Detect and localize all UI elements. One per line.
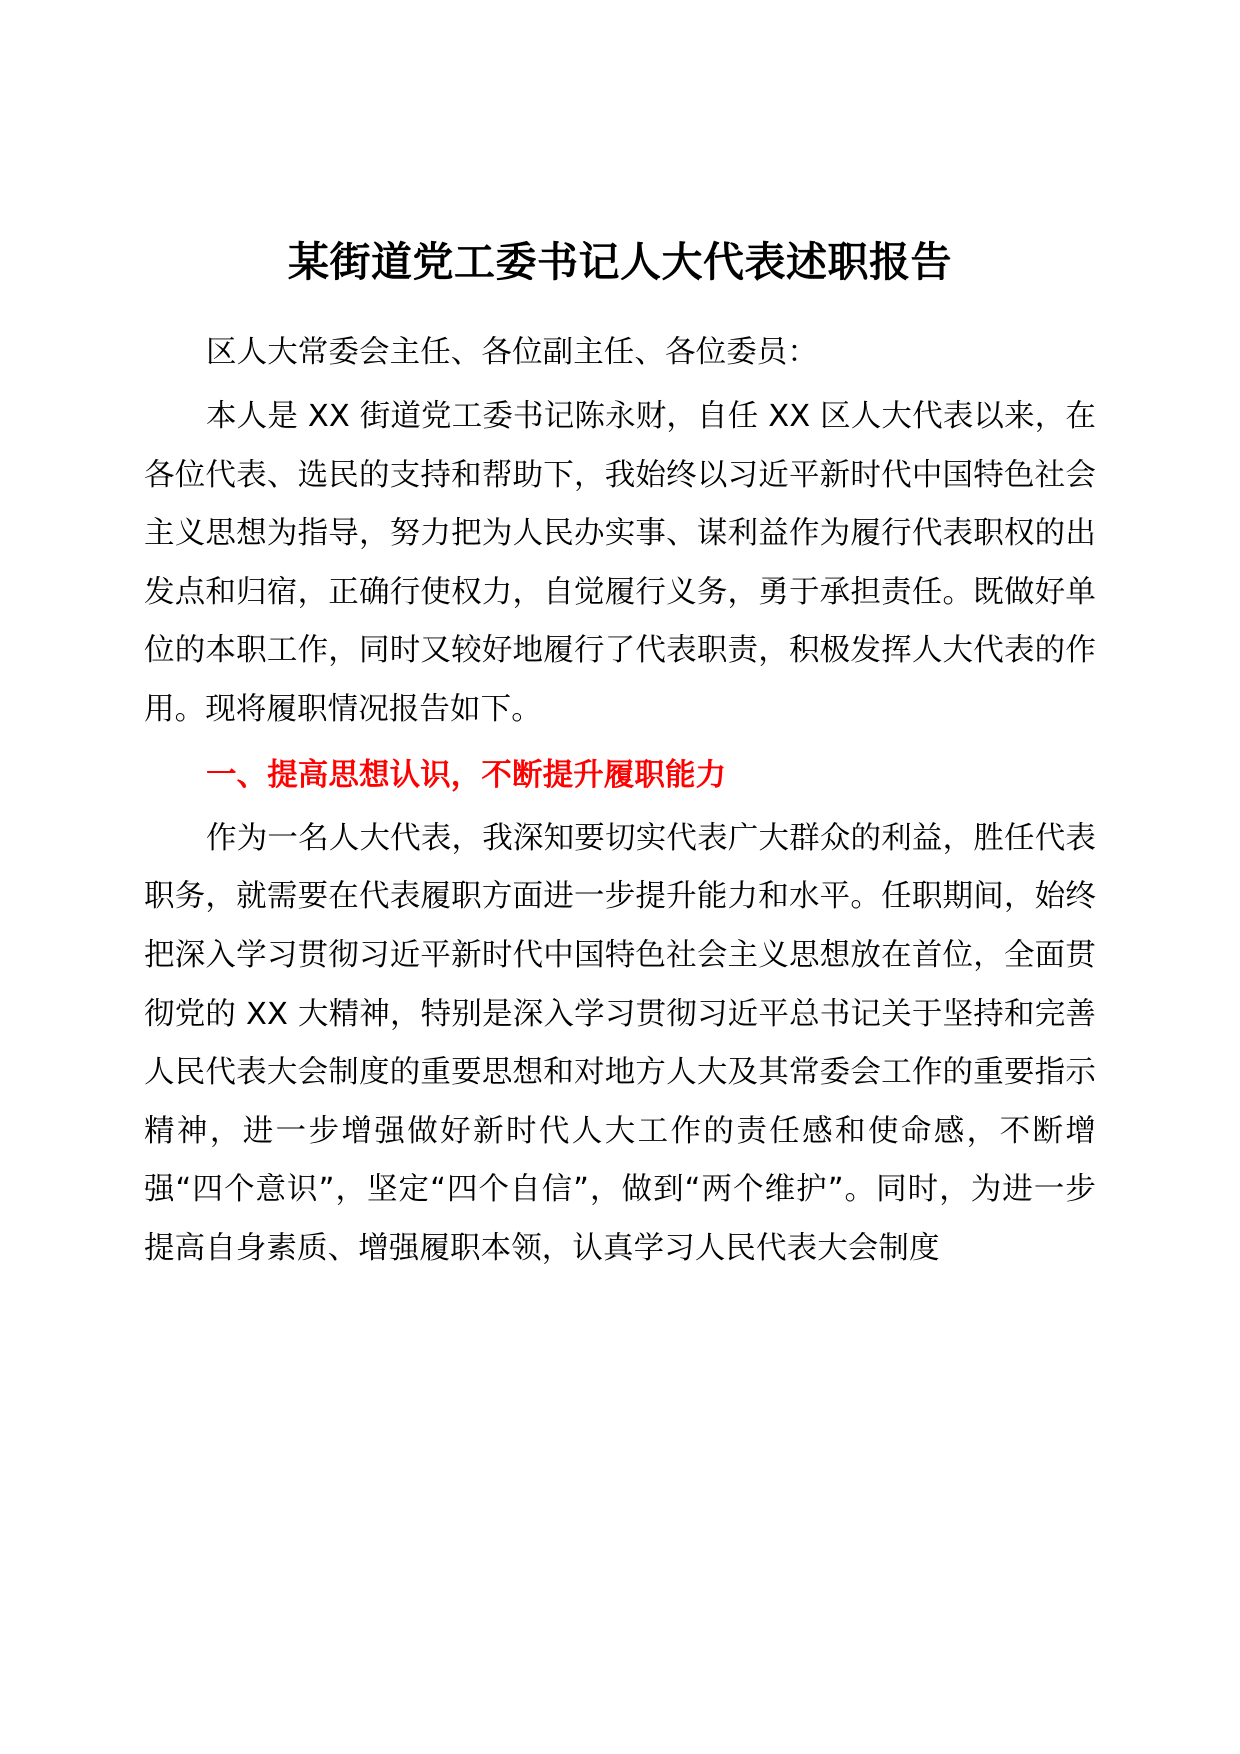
section-heading-one: 一、提高思想认识，不断提升履职能力 <box>206 758 727 794</box>
document-content <box>144 0 1096 1278</box>
paragraph-section-one-body: 作为一名人大代表，我深知要切实代表广大群众的利益，胜任代表职务，就需要在代表履职方面进一步提升能力和水平。任职期间，始终把深入学习贯彻习近平新时代中国特色社会主义思想放在首位，全面贯彻党的 XX 大精神，特别是深入学习贯彻习近平总书记关于坚持和完善人民代表大会制度的重要思想和对地方人大及其常委会工作的重要指示精神，进一步增强做好新时代人大工作的责任感和使命感，不断增强“四个意识”，坚定“四个自信”，做到“两个维护”。同时，为进一步提高自身素质、增强履职本领，认真学习人民代表大会制度 <box>144 820 1096 1266</box>
paragraph-intro: 本人是 XX 街道党工委书记陈永财，自任 XX 区人大代表以来，在各位代表、选民的支持和帮助下，我始终以习近平新时代中国特色社会主义思想为指导，努力把为人民办实事、谋利益作为履行代表职权的出发点和归宿，正确行使权力，自觉履行义务，勇于承担责任。既做好单位的本职工作，同时又较好地履行了代表职责，积极发挥人大代表的作用。现将履职情况报告如下。 <box>144 399 1096 727</box>
salutation-line: 区人大常委会主任、各位副主任、各位委员： <box>206 334 818 370</box>
page-title: 某街道党工委书记人大代表述职报告 <box>288 238 952 286</box>
